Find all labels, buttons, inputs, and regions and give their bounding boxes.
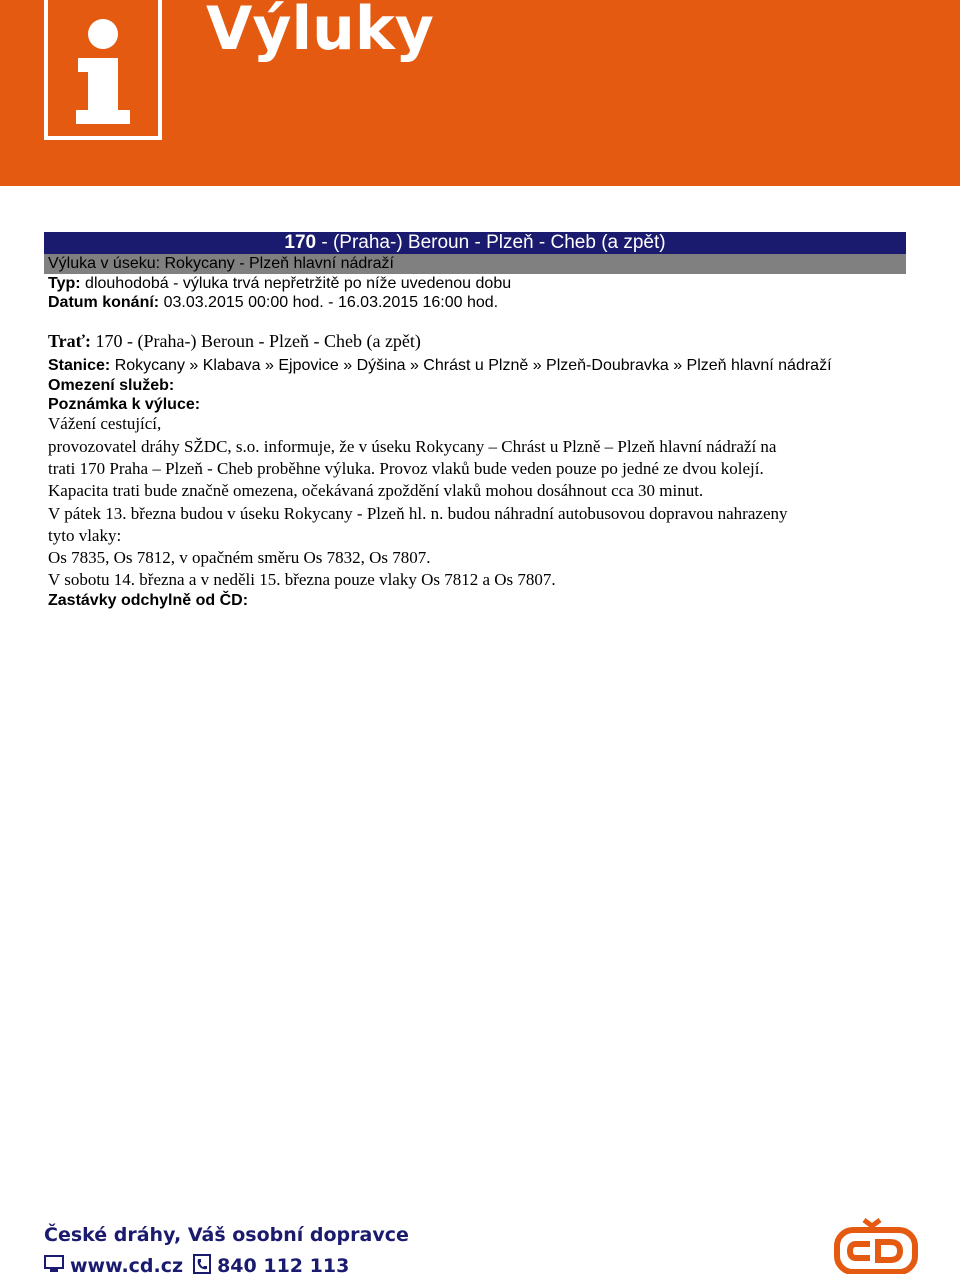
section-bar: Výluka v úseku: Rokycany - Plzeň hlavní nádraží xyxy=(44,254,906,274)
typ-label: Typ: xyxy=(48,275,81,292)
route-number: 170 xyxy=(284,232,317,253)
omezeni-label: Omezení služeb: xyxy=(48,377,175,394)
note-line: Kapacita trati bude značně omezena, očekávaná zpoždění vlaků mohou dosáhnout cca 30 minut. xyxy=(48,481,704,500)
info-icon xyxy=(44,0,162,140)
computer-icon xyxy=(44,1255,64,1278)
footer-slogan: České dráhy, Váš osobní dopravce xyxy=(44,1224,409,1246)
note-line: trati 170 Praha – Plzeň - Cheb proběhne výluka. Provoz vlaků bude veden pouze po jedné ze dvou kolejí. xyxy=(48,459,764,478)
typ-row xyxy=(48,274,511,294)
datum-value: 03.03.2015 00:00 hod. - 16.03.2015 16:00 hod. xyxy=(159,294,499,311)
stanice-value: Rokycany » Klabava » Ejpovice » Dýšina » Chrást u Plzně » Plzeň-Doubravka » Plzeň hlavní nádraží xyxy=(110,357,832,374)
stanice-row xyxy=(48,356,832,376)
note-line: provozovatel dráhy SŽDC, s.o. informuje, že v úseku Rokycany – Chrást u Plzně – Plzeň hlavní nádraží na xyxy=(48,437,777,456)
note-line: Os 7835, Os 7812, v opačném směru Os 7832, Os 7807. xyxy=(48,548,431,567)
cd-logo xyxy=(834,1218,918,1279)
trat-label: Trať: xyxy=(48,331,92,351)
trat-value: 170 - (Praha-) Beroun - Plzeň - Cheb (a zpět) xyxy=(91,331,421,351)
footer-web-link[interactable]: www.cd.cz xyxy=(70,1255,184,1277)
phone-icon xyxy=(193,1254,211,1279)
footer-contacts xyxy=(44,1254,349,1278)
stanice-label: Stanice: xyxy=(48,357,111,374)
page-title: Výluky xyxy=(206,0,434,64)
footer-phone[interactable]: 840 112 113 xyxy=(217,1255,350,1277)
trat-row xyxy=(48,330,421,352)
note-line: V pátek 13. března budou v úseku Rokycany - Plzeň hl. n. budou náhradní autobusovou dopravou nahrazeny xyxy=(48,504,788,523)
zastavky-label: Zastávky odchylně od ČD: xyxy=(48,592,249,609)
route-title-bar xyxy=(44,232,906,254)
note-line: Vážení cestující, xyxy=(48,414,162,433)
header-banner xyxy=(0,0,960,186)
note-line: tyto vlaky: xyxy=(48,526,122,545)
datum-row xyxy=(48,293,498,313)
datum-label: Datum konání: xyxy=(48,294,160,311)
note-line: V sobotu 14. března a v neděli 15. března pouze vlaky Os 7812 a Os 7807. xyxy=(48,570,556,589)
poznamka-label: Poznámka k výluce: xyxy=(48,396,201,413)
typ-value: dlouhodobá - výluka trvá nepřetržitě po níže uvedenou dobu xyxy=(80,275,512,292)
route-name: - (Praha-) Beroun - Plzeň - Cheb (a zpět) xyxy=(316,232,666,253)
